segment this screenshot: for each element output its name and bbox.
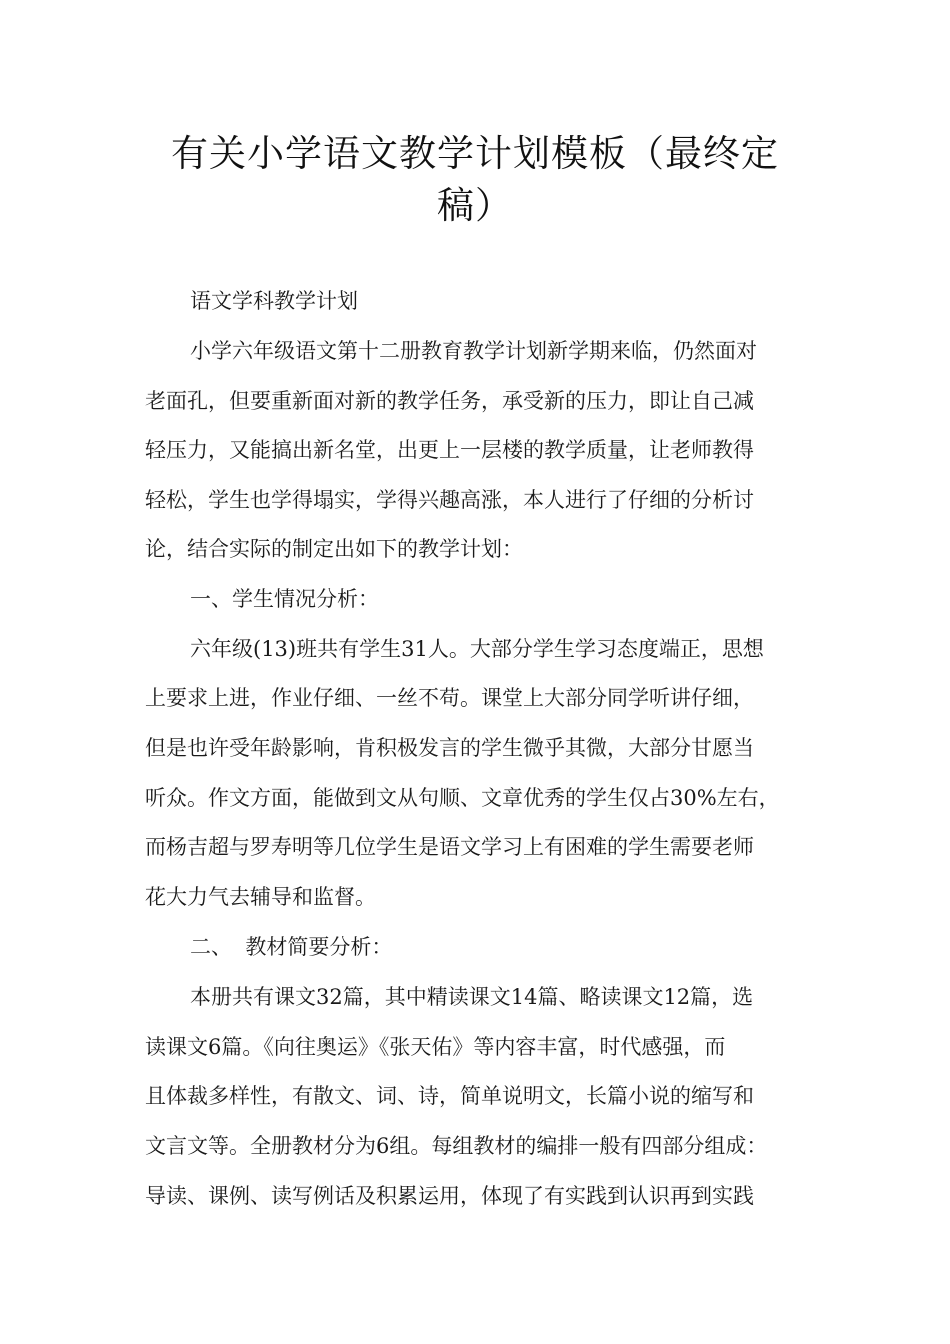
intro-line-2: 老面孔，但要重新面对新的教学任务，承受新的压力，即让自己减 <box>145 389 754 413</box>
section-1-line-5: 而杨吉超与罗寿明等几位学生是语文学习上有困难的学生需要老师 <box>145 835 754 859</box>
section-1-line-3: 但是也许受年龄影响，肯积极发言的学生微乎其微，大部分甘愿当 <box>145 736 754 760</box>
document-title-line-2: 稿） <box>437 184 513 227</box>
intro-line-5: 论，结合实际的制定出如下的教学计划： <box>145 537 523 561</box>
section-2-line-1: 本册共有课文32篇，其中精读课文14篇、略读课文12篇，选 <box>190 985 754 1009</box>
subject-heading: 语文学科教学计划 <box>190 289 358 313</box>
section-1-line-4: 听众。作文方面，能做到文从句顺、文章优秀的学生仅占30%左右， <box>145 786 780 810</box>
section-1-line-1: 六年级(13)班共有学生31人。大部分学生学习态度端正，思想 <box>190 637 764 661</box>
intro-line-1: 小学六年级语文第十二册教育教学计划新学期来临，仍然面对 <box>190 339 757 363</box>
section-2-line-5: 导读、课例、读写例话及积累运用，体现了有实践到认识再到实践 <box>145 1184 754 1208</box>
intro-line-3: 轻压力，又能搞出新名堂，出更上一层楼的教学质量，让老师教得 <box>145 438 754 462</box>
section-2-line-2: 读课文6篇。《向往奥运》《张天佑》等内容丰富，时代感强，而 <box>145 1035 726 1059</box>
section-2-line-3: 且体裁多样性，有散文、词、诗，简单说明文，长篇小说的缩写和 <box>145 1084 754 1108</box>
intro-line-4: 轻松，学生也学得塌实，学得兴趣高涨，本人进行了仔细的分析讨 <box>145 488 754 512</box>
document-title-line-1: 有关小学语文教学计划模板（最终定 <box>171 132 779 175</box>
section-1-line-6: 花大力气去辅导和监督。 <box>145 885 376 909</box>
section-1-line-2: 上要求上进，作业仔细、一丝不苟。课堂上大部分同学听讲仔细， <box>145 686 754 710</box>
section-2-line-4: 文言文等。全册教材分为6组。每组教材的编排一般有四部分组成： <box>145 1134 768 1158</box>
section-2-heading: 二、 教材简要分析： <box>190 935 393 959</box>
section-1-heading: 一、学生情况分析： <box>190 587 379 611</box>
